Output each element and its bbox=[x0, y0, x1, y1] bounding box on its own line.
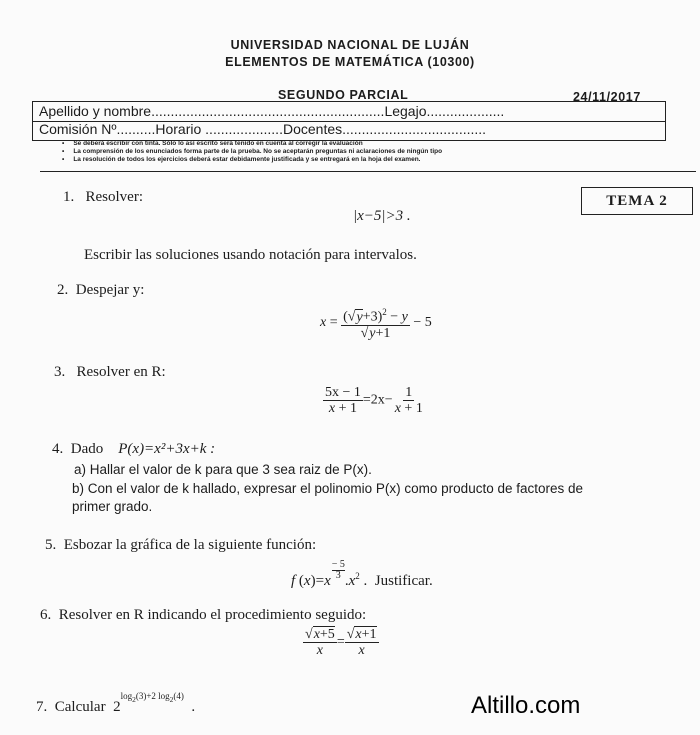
name-label: Apellido y nombre bbox=[39, 103, 152, 119]
horario-line[interactable]: .................... bbox=[205, 121, 283, 137]
q5-label: 5. Esbozar la gráfica de la siguiente función: bbox=[45, 537, 317, 553]
comision-label: Comisión Nº bbox=[39, 121, 117, 137]
q4-part-b-cont: primer grado. bbox=[72, 499, 153, 514]
docentes-label: Docentes bbox=[282, 121, 343, 137]
q5-justify: Justificar. bbox=[374, 573, 433, 589]
header-bottom-rule bbox=[40, 171, 696, 172]
q4-label: 4. Dado P(x)=x²+3x+k : bbox=[52, 441, 216, 457]
q2-equation: x = $\frac{(√y+3)^2 - y}{√y+1}$ − 5 bbox=[320, 307, 432, 341]
name-row bbox=[39, 103, 504, 119]
exam-title: SEGUNDO PARCIAL bbox=[278, 88, 409, 102]
tema-box: TEMA 2 bbox=[581, 187, 693, 215]
q2-label: 2. Despejar y: bbox=[57, 282, 145, 298]
comision-row bbox=[39, 121, 486, 137]
horario-label: Horario bbox=[155, 121, 202, 137]
q3-label: 3. Resolver en R: bbox=[54, 364, 166, 380]
note-item: • La resolución de todos los ejercicios deberá estar debidamente justificada y se entregará en la hoja del examen. bbox=[62, 156, 421, 163]
q4-part-a: a) Hallar el valor de k para que 3 sea raiz de P(x). bbox=[74, 462, 372, 477]
q3-equation: $\frac{5x - 1}{x + 1}$ =2x− $\frac{1}{x + 1}$ bbox=[325, 385, 423, 416]
legajo-line[interactable]: .................... bbox=[426, 103, 505, 119]
comision-line[interactable]: .......... bbox=[116, 121, 156, 137]
legajo-label: Legajo bbox=[384, 103, 427, 119]
course-name: ELEMENTOS DE MATEMÁTICA (10300) bbox=[225, 55, 475, 69]
q1-instruction: Escribir las soluciones usando notación para intervalos. bbox=[84, 247, 417, 263]
note-item: • Se deberá escribir con tinta. Sólo lo así escrito será tenido en cuenta al corregir la evaluación bbox=[62, 140, 363, 147]
university-name: UNIVERSIDAD NACIONAL DE LUJÁN bbox=[230, 38, 470, 52]
q4-part-b: b) Con el valor de k hallado, expresar el polinomio P(x) como producto de factores de bbox=[72, 481, 584, 496]
docentes-line[interactable]: ..................................... bbox=[342, 121, 487, 137]
q1-label: 1. Resolver: bbox=[63, 189, 143, 205]
instructions-list bbox=[62, 140, 442, 164]
note-item: • La comprensión de los enunciados forma parte de la prueba. No se aceptarán preguntas ni aclaraciones de ningún tipo bbox=[62, 148, 443, 155]
q6-equation: $\frac{√x+5}{x}$ = $\frac{√x+1}{x}$ bbox=[305, 627, 377, 658]
q6-label: 6. Resolver en R indicando el procedimiento seguido: bbox=[40, 607, 367, 623]
q1-expression: |x−5|>3 . bbox=[353, 208, 411, 224]
name-line[interactable]: ............................................................ bbox=[151, 103, 385, 119]
q5-function: f (x)=x $\frac{- 5}{3}$ $.x^2$ . Justificar. bbox=[291, 559, 433, 589]
q7-label: 7. Calcular $2^{log_2(3)+2 log_2(4)}$ . bbox=[36, 691, 196, 715]
watermark: Altillo.com bbox=[471, 692, 581, 719]
exam-date: 24/11/2017 bbox=[573, 90, 641, 104]
